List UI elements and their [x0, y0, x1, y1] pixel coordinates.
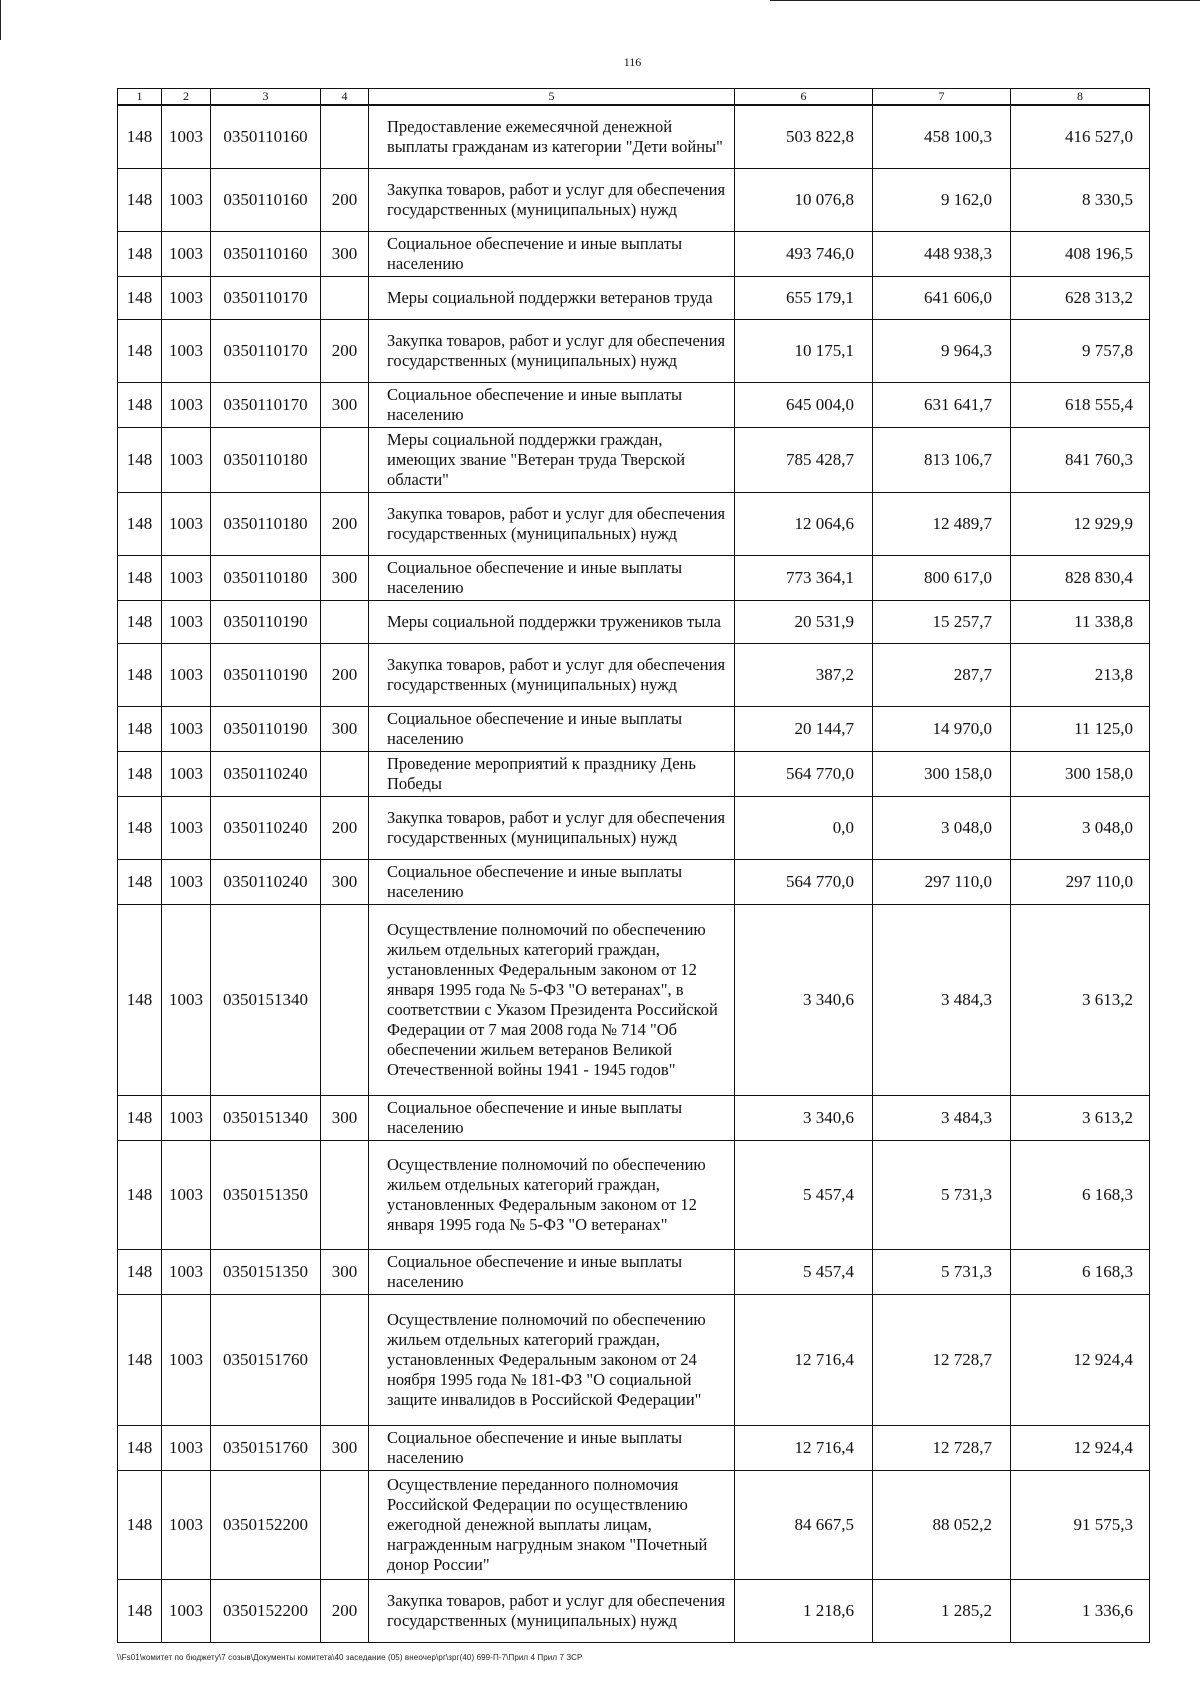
cell-kbk-code: 0350151340: [211, 1095, 321, 1140]
cell-value-8: 828 830,4: [1011, 555, 1150, 600]
cell-value-6: 10 175,1: [735, 319, 873, 382]
cell-kbk-code: 0350110180: [211, 427, 321, 492]
cell-expense-type: [321, 427, 369, 492]
col-header-6: 6: [735, 89, 873, 106]
cell-expense-type: [321, 600, 369, 643]
cell-col2: 1003: [162, 1579, 211, 1642]
cell-kbk-code: 0350110170: [211, 319, 321, 382]
table-row: [118, 427, 1150, 492]
cell-kbk-code: 0350110190: [211, 643, 321, 706]
col-header-1: 1: [118, 89, 162, 106]
cell-col2: 1003: [162, 904, 211, 1095]
cell-value-8: 12 924,4: [1011, 1425, 1150, 1470]
cell-col1: 148: [118, 427, 162, 492]
cell-description: Социальное обеспечение и иные выплаты населению: [369, 859, 735, 904]
cell-expense-type: 200: [321, 796, 369, 859]
scan-edge-mark: [770, 0, 1200, 1]
cell-kbk-code: 0350152200: [211, 1579, 321, 1642]
cell-value-8: 618 555,4: [1011, 382, 1150, 427]
cell-value-6: 3 340,6: [735, 904, 873, 1095]
col-header-4: 4: [321, 89, 369, 106]
table-row: [118, 168, 1150, 231]
cell-description: Социальное обеспечение и иные выплаты населению: [369, 1095, 735, 1140]
cell-value-8: 297 110,0: [1011, 859, 1150, 904]
cell-col1: 148: [118, 168, 162, 231]
cell-col2: 1003: [162, 1140, 211, 1249]
cell-value-6: 3 340,6: [735, 1095, 873, 1140]
cell-kbk-code: 0350110190: [211, 600, 321, 643]
cell-description: Меры социальной поддержки тружеников тыла: [369, 600, 735, 643]
cell-col2: 1003: [162, 1470, 211, 1579]
cell-value-8: 12 929,9: [1011, 492, 1150, 555]
cell-value-8: 841 760,3: [1011, 427, 1150, 492]
cell-col2: 1003: [162, 600, 211, 643]
cell-col2: 1003: [162, 105, 211, 168]
cell-description: Проведение мероприятий к празднику День Победы: [369, 751, 735, 796]
table-row: [118, 319, 1150, 382]
cell-kbk-code: 0350152200: [211, 1470, 321, 1579]
cell-expense-type: 300: [321, 859, 369, 904]
cell-value-7: 287,7: [873, 643, 1011, 706]
cell-description: Закупка товаров, работ и услуг для обеспечения государственных (муниципальных) нужд: [369, 492, 735, 555]
scan-edge-mark: [0, 0, 1, 40]
cell-value-6: 387,2: [735, 643, 873, 706]
table-row: [118, 706, 1150, 751]
cell-kbk-code: 0350110190: [211, 706, 321, 751]
cell-col1: 148: [118, 492, 162, 555]
cell-col2: 1003: [162, 751, 211, 796]
cell-col2: 1003: [162, 1425, 211, 1470]
cell-value-8: 300 158,0: [1011, 751, 1150, 796]
cell-value-8: 408 196,5: [1011, 231, 1150, 276]
table-row: [118, 600, 1150, 643]
cell-value-6: 564 770,0: [735, 751, 873, 796]
cell-description: Социальное обеспечение и иные выплаты населению: [369, 231, 735, 276]
cell-value-6: 493 746,0: [735, 231, 873, 276]
cell-col2: 1003: [162, 319, 211, 382]
table-row: [118, 1294, 1150, 1425]
table-row: [118, 105, 1150, 168]
cell-description: Закупка товаров, работ и услуг для обеспечения государственных (муниципальных) нужд: [369, 796, 735, 859]
col-header-2: 2: [162, 89, 211, 106]
cell-value-8: 12 924,4: [1011, 1294, 1150, 1425]
cell-value-7: 14 970,0: [873, 706, 1011, 751]
cell-expense-type: [321, 751, 369, 796]
cell-description: Закупка товаров, работ и услуг для обеспечения государственных (муниципальных) нужд: [369, 1579, 735, 1642]
cell-col1: 148: [118, 276, 162, 319]
cell-value-7: 12 489,7: [873, 492, 1011, 555]
cell-description: Осуществление переданного полномочия Российской Федерации по осуществлению ежегодной денежной выплаты лицам, награжденным нагрудным знаком "Почетный донор России": [369, 1470, 735, 1579]
cell-expense-type: 300: [321, 706, 369, 751]
table-row: [118, 796, 1150, 859]
cell-expense-type: 300: [321, 231, 369, 276]
cell-value-8: 3 048,0: [1011, 796, 1150, 859]
table-row: [118, 1470, 1150, 1579]
cell-expense-type: 300: [321, 1249, 369, 1294]
cell-kbk-code: 0350151350: [211, 1140, 321, 1249]
cell-value-8: 3 613,2: [1011, 1095, 1150, 1140]
cell-kbk-code: 0350110170: [211, 276, 321, 319]
cell-kbk-code: 0350151760: [211, 1425, 321, 1470]
table-row: [118, 1095, 1150, 1140]
cell-description: Закупка товаров, работ и услуг для обеспечения государственных (муниципальных) нужд: [369, 319, 735, 382]
page-number: 116: [623, 55, 642, 69]
cell-col1: 148: [118, 751, 162, 796]
col-header-5: 5: [369, 89, 735, 106]
cell-kbk-code: 0350110160: [211, 231, 321, 276]
cell-value-6: 20 531,9: [735, 600, 873, 643]
cell-value-8: 1 336,6: [1011, 1579, 1150, 1642]
table-row: [118, 231, 1150, 276]
table-row: [118, 555, 1150, 600]
cell-description: Осуществление полномочий по обеспечению жильем отдельных категорий граждан, установленных Федеральным законом от 24 ноября 1995 года № 181-ФЗ "О социальной защите инвалидов в Российской Федерации": [369, 1294, 735, 1425]
cell-value-6: 503 822,8: [735, 105, 873, 168]
cell-expense-type: [321, 276, 369, 319]
cell-col1: 148: [118, 105, 162, 168]
cell-expense-type: [321, 1294, 369, 1425]
cell-value-7: 9 964,3: [873, 319, 1011, 382]
cell-expense-type: [321, 904, 369, 1095]
cell-value-6: 773 364,1: [735, 555, 873, 600]
cell-col1: 148: [118, 859, 162, 904]
cell-col1: 148: [118, 1249, 162, 1294]
cell-value-6: 0,0: [735, 796, 873, 859]
cell-kbk-code: 0350110170: [211, 382, 321, 427]
cell-value-6: 12 064,6: [735, 492, 873, 555]
cell-value-8: 628 313,2: [1011, 276, 1150, 319]
table-row: [118, 1140, 1150, 1249]
cell-value-7: 3 048,0: [873, 796, 1011, 859]
cell-col2: 1003: [162, 1095, 211, 1140]
col-header-7: 7: [873, 89, 1011, 106]
cell-description: Меры социальной поддержки ветеранов труда: [369, 276, 735, 319]
column-number-header: [118, 89, 1150, 106]
cell-col2: 1003: [162, 276, 211, 319]
cell-value-7: 5 731,3: [873, 1249, 1011, 1294]
cell-col2: 1003: [162, 1294, 211, 1425]
cell-value-6: 12 716,4: [735, 1294, 873, 1425]
cell-expense-type: [321, 105, 369, 168]
cell-value-8: 3 613,2: [1011, 904, 1150, 1095]
cell-value-6: 12 716,4: [735, 1425, 873, 1470]
cell-col2: 1003: [162, 706, 211, 751]
cell-description: Социальное обеспечение и иные выплаты населению: [369, 555, 735, 600]
cell-col1: 148: [118, 706, 162, 751]
cell-value-7: 3 484,3: [873, 904, 1011, 1095]
cell-col2: 1003: [162, 859, 211, 904]
cell-description: Осуществление полномочий по обеспечению жильем отдельных категорий граждан, установленных Федеральным законом от 12 января 1995 года № 5-ФЗ "О ветеранах": [369, 1140, 735, 1249]
cell-value-7: 12 728,7: [873, 1425, 1011, 1470]
cell-description: Социальное обеспечение и иные выплаты населению: [369, 382, 735, 427]
cell-expense-type: [321, 1140, 369, 1249]
cell-value-6: 10 076,8: [735, 168, 873, 231]
cell-description: Закупка товаров, работ и услуг для обеспечения государственных (муниципальных) нужд: [369, 643, 735, 706]
cell-value-7: 5 731,3: [873, 1140, 1011, 1249]
cell-value-6: 1 218,6: [735, 1579, 873, 1642]
cell-expense-type: 200: [321, 643, 369, 706]
cell-col2: 1003: [162, 382, 211, 427]
table-row: [118, 382, 1150, 427]
cell-col1: 148: [118, 904, 162, 1095]
cell-value-7: 813 106,7: [873, 427, 1011, 492]
cell-value-7: 297 110,0: [873, 859, 1011, 904]
table-row: [118, 904, 1150, 1095]
cell-value-6: 20 144,7: [735, 706, 873, 751]
cell-col1: 148: [118, 1425, 162, 1470]
footer-file-path: \\Fs01\комитет по бюджету\7 созыв\Документы комитета\40 заседание (05) внеочер\рг\зрг(40) 699-П-7\Прил 4 Прил 7 ЗСР: [117, 1653, 583, 1662]
cell-expense-type: 300: [321, 1095, 369, 1140]
table-row: [118, 751, 1150, 796]
cell-description: Социальное обеспечение и иные выплаты населению: [369, 1425, 735, 1470]
cell-expense-type: 200: [321, 319, 369, 382]
cell-col2: 1003: [162, 796, 211, 859]
cell-value-7: 12 728,7: [873, 1294, 1011, 1425]
cell-kbk-code: 0350110180: [211, 492, 321, 555]
table-row: [118, 643, 1150, 706]
cell-value-7: 448 938,3: [873, 231, 1011, 276]
cell-expense-type: 300: [321, 1425, 369, 1470]
cell-kbk-code: 0350110240: [211, 751, 321, 796]
cell-value-8: 11 338,8: [1011, 600, 1150, 643]
cell-value-8: 6 168,3: [1011, 1249, 1150, 1294]
cell-value-8: 11 125,0: [1011, 706, 1150, 751]
cell-value-7: 9 162,0: [873, 168, 1011, 231]
cell-value-7: 3 484,3: [873, 1095, 1011, 1140]
cell-description: Осуществление полномочий по обеспечению жильем отдельных категорий граждан, установленных Федеральным законом от 12 января 1995 года № 5-ФЗ "О ветеранах", в соответствии с Указом Президента Российской Федерации от 7 мая 2008 года № 714 "Об обеспечении жильем ветеранов Великой Отечественной войны 1941 - 1945 годов": [369, 904, 735, 1095]
cell-value-8: 213,8: [1011, 643, 1150, 706]
cell-value-7: 458 100,3: [873, 105, 1011, 168]
cell-value-6: 5 457,4: [735, 1249, 873, 1294]
cell-value-7: 1 285,2: [873, 1579, 1011, 1642]
cell-description: Закупка товаров, работ и услуг для обеспечения государственных (муниципальных) нужд: [369, 168, 735, 231]
cell-col2: 1003: [162, 427, 211, 492]
table-row: [118, 1425, 1150, 1470]
cell-kbk-code: 0350151340: [211, 904, 321, 1095]
cell-value-6: 84 667,5: [735, 1470, 873, 1579]
cell-expense-type: 300: [321, 382, 369, 427]
cell-value-6: 785 428,7: [735, 427, 873, 492]
cell-col2: 1003: [162, 492, 211, 555]
cell-col2: 1003: [162, 168, 211, 231]
cell-description: Предоставление ежемесячной денежной выплаты гражданам из категории "Дети войны": [369, 105, 735, 168]
cell-expense-type: 200: [321, 1579, 369, 1642]
cell-expense-type: 200: [321, 168, 369, 231]
cell-description: Меры социальной поддержки граждан, имеющих звание "Ветеран труда Тверской области": [369, 427, 735, 492]
cell-col1: 148: [118, 1095, 162, 1140]
cell-value-8: 91 575,3: [1011, 1470, 1150, 1579]
cell-kbk-code: 0350151350: [211, 1249, 321, 1294]
table-row: [118, 1579, 1150, 1642]
cell-col1: 148: [118, 600, 162, 643]
cell-col2: 1003: [162, 231, 211, 276]
cell-value-6: 564 770,0: [735, 859, 873, 904]
cell-col1: 148: [118, 1294, 162, 1425]
cell-col1: 148: [118, 1579, 162, 1642]
cell-expense-type: 200: [321, 492, 369, 555]
table-row: [118, 492, 1150, 555]
cell-kbk-code: 0350110160: [211, 105, 321, 168]
cell-value-7: 800 617,0: [873, 555, 1011, 600]
cell-value-8: 6 168,3: [1011, 1140, 1150, 1249]
col-header-3: 3: [211, 89, 321, 106]
cell-value-6: 655 179,1: [735, 276, 873, 319]
cell-expense-type: 300: [321, 555, 369, 600]
cell-value-7: 88 052,2: [873, 1470, 1011, 1579]
table-row: [118, 859, 1150, 904]
cell-kbk-code: 0350151760: [211, 1294, 321, 1425]
table-row: [118, 1249, 1150, 1294]
cell-kbk-code: 0350110240: [211, 796, 321, 859]
cell-col1: 148: [118, 319, 162, 382]
cell-col1: 148: [118, 1140, 162, 1249]
cell-col2: 1003: [162, 643, 211, 706]
cell-description: Социальное обеспечение и иные выплаты населению: [369, 1249, 735, 1294]
cell-kbk-code: 0350110180: [211, 555, 321, 600]
cell-value-8: 416 527,0: [1011, 105, 1150, 168]
table-row: [118, 276, 1150, 319]
cell-description: Социальное обеспечение и иные выплаты населению: [369, 706, 735, 751]
cell-col1: 148: [118, 555, 162, 600]
cell-col1: 148: [118, 382, 162, 427]
cell-kbk-code: 0350110160: [211, 168, 321, 231]
budget-table: [117, 88, 1150, 1643]
cell-col2: 1003: [162, 555, 211, 600]
cell-col1: 148: [118, 796, 162, 859]
cell-value-7: 300 158,0: [873, 751, 1011, 796]
cell-expense-type: [321, 1470, 369, 1579]
cell-col1: 148: [118, 231, 162, 276]
cell-col1: 148: [118, 1470, 162, 1579]
cell-kbk-code: 0350110240: [211, 859, 321, 904]
cell-value-6: 645 004,0: [735, 382, 873, 427]
cell-value-8: 8 330,5: [1011, 168, 1150, 231]
cell-col2: 1003: [162, 1249, 211, 1294]
cell-value-7: 641 606,0: [873, 276, 1011, 319]
cell-col1: 148: [118, 643, 162, 706]
cell-value-6: 5 457,4: [735, 1140, 873, 1249]
cell-value-8: 9 757,8: [1011, 319, 1150, 382]
col-header-8: 8: [1011, 89, 1150, 106]
cell-value-7: 631 641,7: [873, 382, 1011, 427]
cell-value-7: 15 257,7: [873, 600, 1011, 643]
